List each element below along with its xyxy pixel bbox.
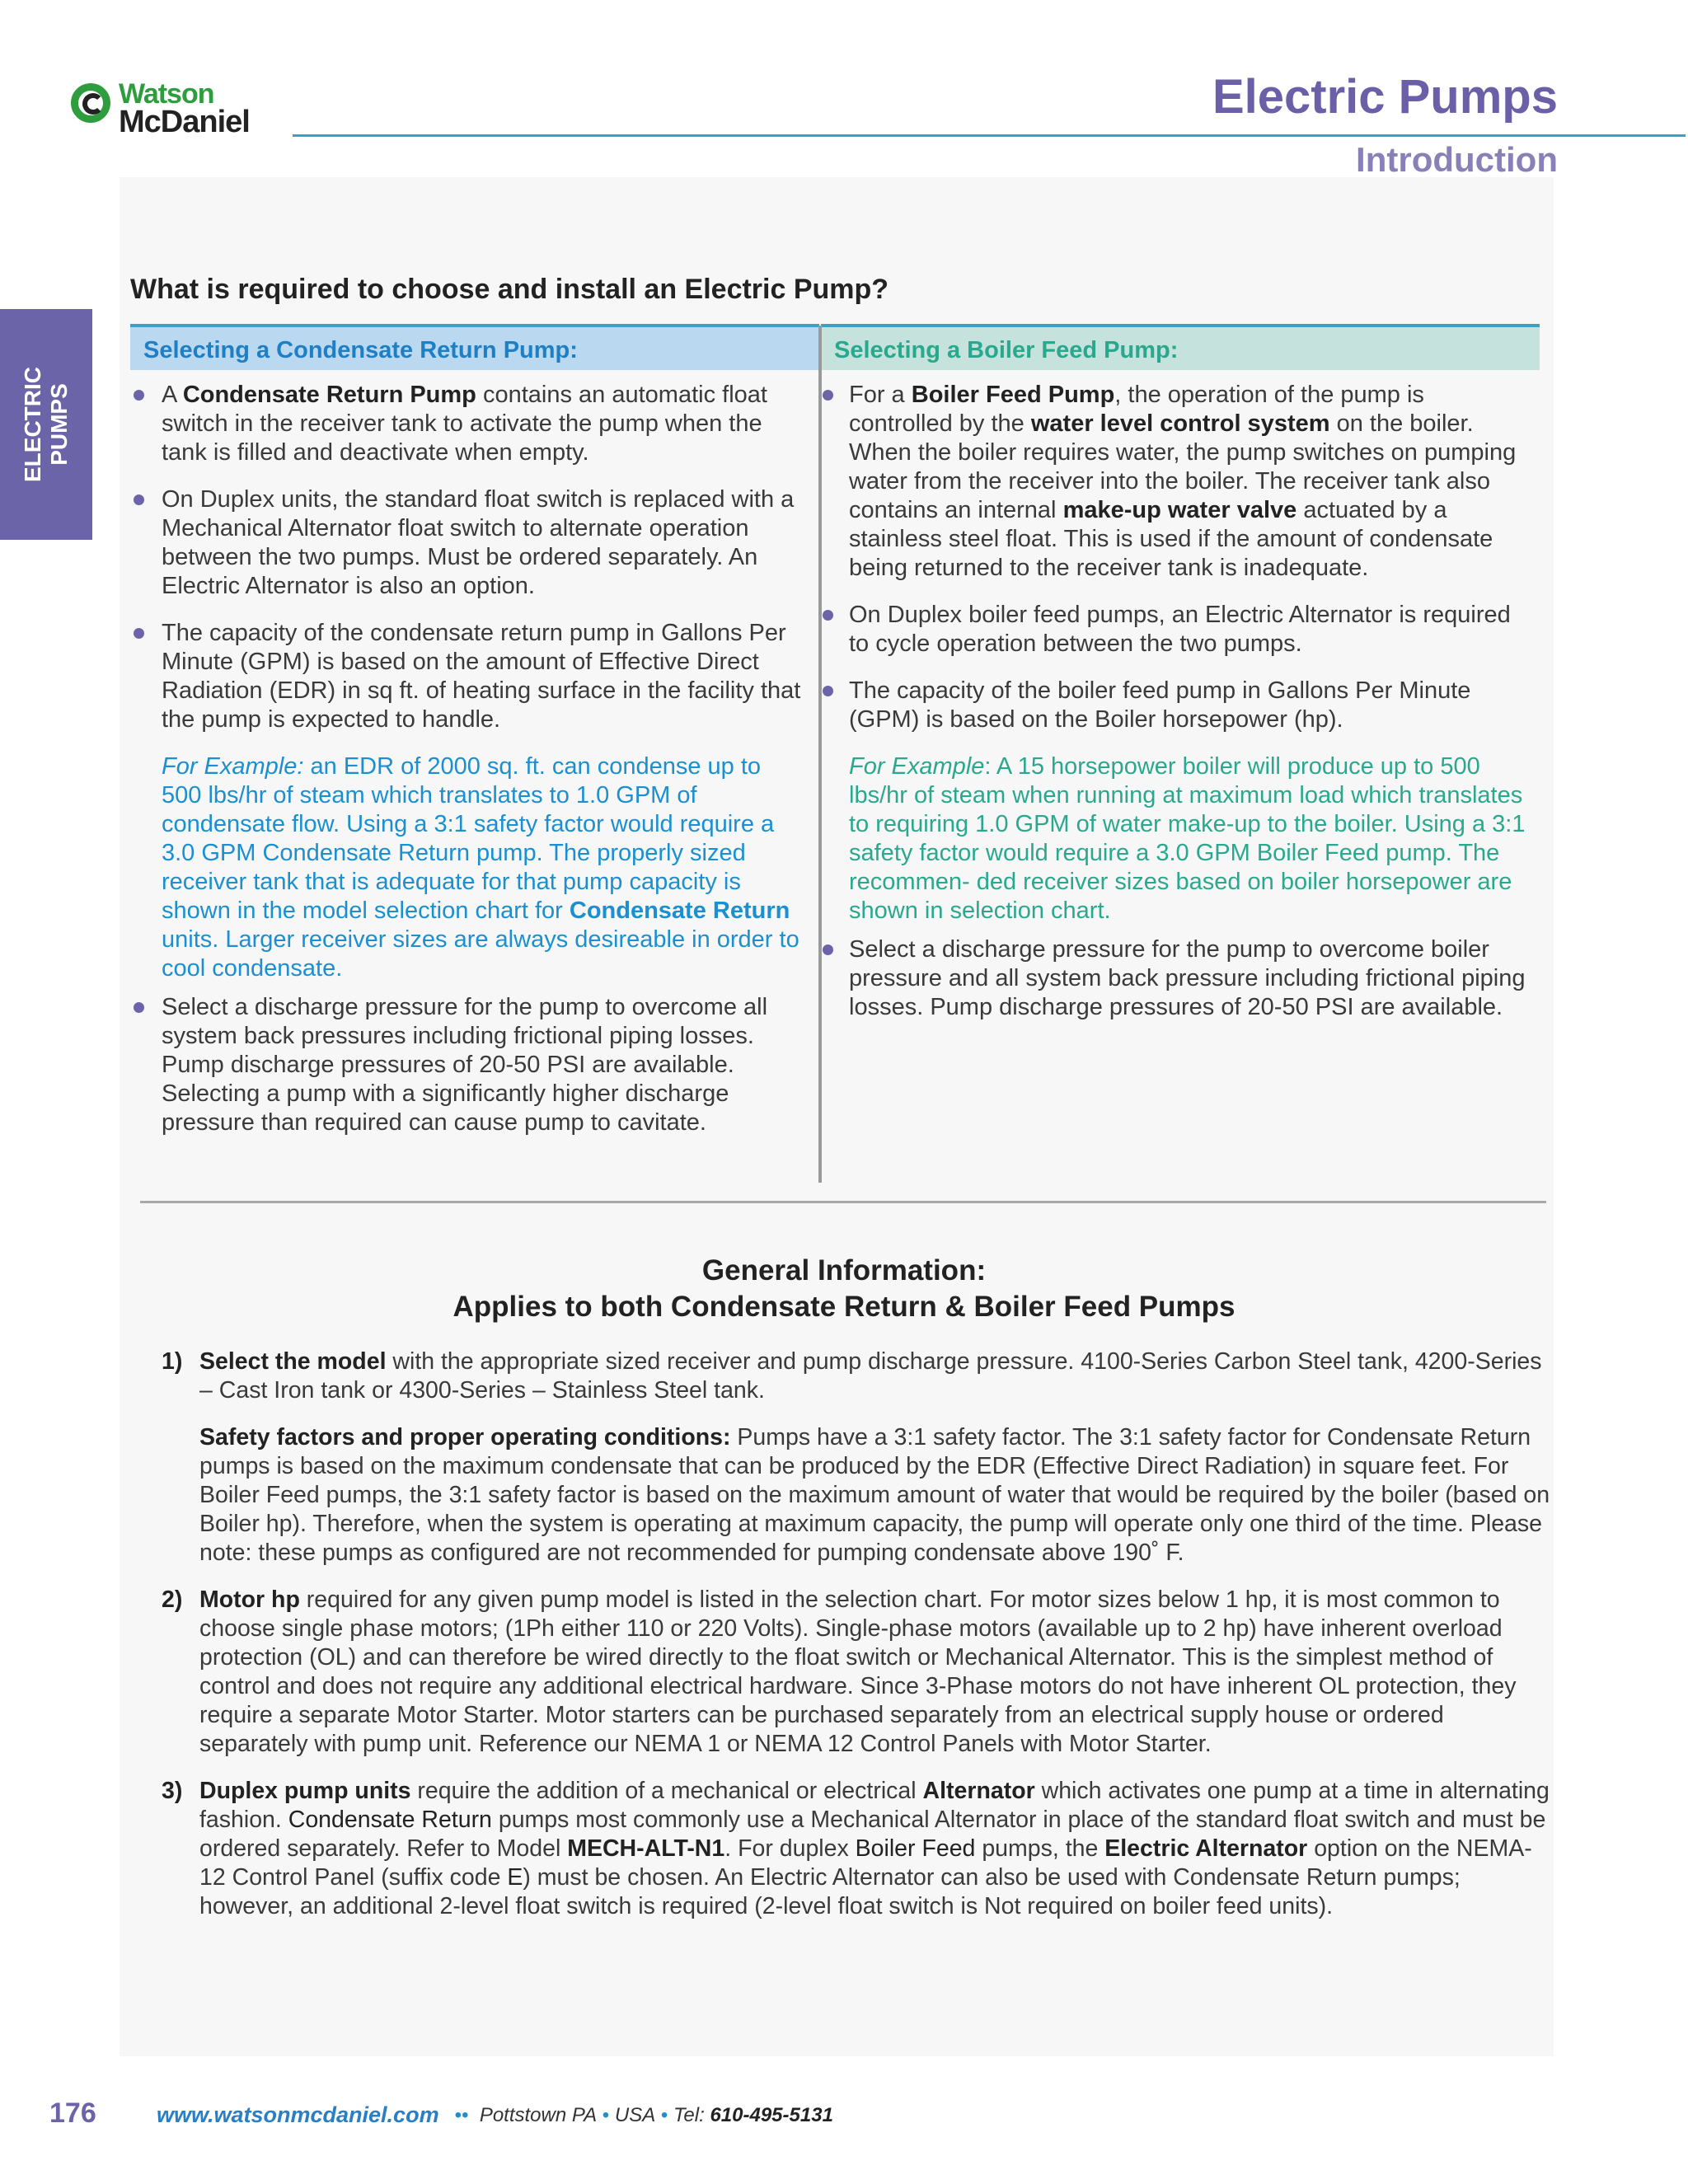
condensate-return-heading: Selecting a Condensate Return Pump: xyxy=(130,324,819,370)
condensate-return-column xyxy=(130,381,806,1155)
list-item: A Condensate Return Pump contains an automatic float switch in the receiver tank to activate the pump when the tank is filled and deactivate when empty. xyxy=(130,381,806,467)
section-side-tab xyxy=(0,309,92,540)
page-footer xyxy=(49,2097,1039,2139)
section-rule xyxy=(140,1201,1546,1203)
general-info-title: General Information: xyxy=(701,1254,987,1286)
logo-inner-c-icon xyxy=(82,93,104,115)
general-info-list xyxy=(162,1347,1554,1939)
boiler-feed-column xyxy=(847,381,1531,1040)
list-item: 3) Duplex pump units require the addition of a mechanical or electrical Alternator which activates one pump at a time in alternating fashion. Condensate Return pumps most commonly use a Mechanical Alternator in place of the standard float switch and must be ordered separately. Refer to Model MECH-ALT-N1. For duplex Boiler Feed pumps, the Electric Alternator option on the NEMA-12 Control Panel (suffix code E) must be chosen. An Electric Alternator can also be used with Condensate Return pumps; however, an additional 2-level float switch is required (2-level float switch is Not required on boiler feed units). xyxy=(162,1778,1550,1919)
side-tab-label: ELECTRIC PUMPS xyxy=(20,367,72,482)
logo-text-watson: Watson xyxy=(119,78,214,110)
page-subtitle: Introduction xyxy=(1356,140,1558,179)
boiler-feed-heading: Selecting a Boiler Feed Pump: xyxy=(821,324,1540,370)
general-info-subtitle: Applies to both Condensate Return & Boiler Feed Pumps xyxy=(452,1291,1236,1323)
watson-mcdaniel-logo xyxy=(71,78,285,144)
list-item: 2) Motor hp required for any given pump model is listed in the selection chart. For motor sizes below 1 hp, it is most common to choose single phase motors; (1Ph either 110 or 220 Volts). Single-phase motors (available up to 2 hp) have inherent overload protection (OL) and can therefore be wired directly to the float switch or Mechanical Alternator. This is the simplest method of control and does not require any additional electrical hardware. Since 3-Phase motors do not have inherent OL protection, they require a separate Motor Starter. Motor starters can be purchased separately from an electrical supply house or ordered separately with pump unit. Reference our NEMA 1 or NEMA 12 Control Panels with Motor Starter. xyxy=(162,1586,1517,1757)
safety-factors-paragraph: Safety factors and proper operating conditions: Pumps have a 3:1 safety factor. The 3:1 safety factor for Condensate Return pumps is based on the maximum condensate that can be produced by the EDR (Effective Direct Radiation) in square feet. For Boiler Feed pumps, the 3:1 safety factor is based on the maximum amount of water that would be required by the boiler (based on Boiler hp). Therefore, when the system is operating at maximum capacity, the pump will operate only one third of the time. Please note: these pumps as configured are not recommended for pumping condensate above 190˚ F. xyxy=(199,1424,1550,1566)
page-title: Electric Pumps xyxy=(1212,70,1558,124)
list-item: 1) Select the model with the appropriate sized receiver and pump discharge pressure. 4100-Series Carbon Steel tank, 4200-Series – Cast Iron tank or 4300-Series – Stainless Steel tank. xyxy=(162,1348,1542,1404)
page-number: 176 xyxy=(49,2097,96,2129)
header-rule xyxy=(293,134,1686,137)
list-item: Select a discharge pressure for the pump to overcome boiler pressure and all system back pressure including frictional piping losses. Pump discharge pressures of 20-50 PSI are available. xyxy=(819,935,1531,1022)
list-item: For a Boiler Feed Pump, the operation of the pump is controlled by the water level control system on the boiler. When the boiler requires water, the pump switches on pumping water from the receiver into the boiler. The receiver tank also contains an internal make-up water valve actuated by a stainless steel float. This is used if the amount of condensate being returned to the receiver tank is inadequate. xyxy=(819,381,1531,583)
website-link[interactable]: www.watsonmcdaniel.com xyxy=(157,2102,439,2127)
boiler-feed-example: For Example: A 15 horsepower boiler will produce up to 500 lbs/hr of steam when running at maximum load which translates to requiring 1.0 GPM of water make-up to the boiler. Using a 3:1 safety factor would require a 3.0 GPM Boiler Feed pump. The recommen- ded receiver sizes based on boiler horsepower are shown in selection chart. xyxy=(849,753,1526,924)
list-item: The capacity of the boiler feed pump in Gallons Per Minute (GPM) is based on the Boiler horsepower (hp). xyxy=(819,677,1531,734)
footer-contact: •• Pottstown PA • USA • Tel: 610-495-5131 xyxy=(449,2104,833,2126)
list-item: On Duplex boiler feed pumps, an Electric Alternator is required to cycle operation between the two pumps. xyxy=(819,601,1531,658)
logo-text-mcdaniel: McDaniel xyxy=(119,105,250,139)
list-item: Select a discharge pressure for the pump to overcome all system back pressures including frictional piping losses. Pump discharge pressures of 20-50 PSI are available. Selecting a pump with a significantly higher discharge pressure than required can cause pump to cavitate. xyxy=(130,993,806,1137)
section-question: What is required to choose and install an Electric Pump? xyxy=(130,274,889,305)
condensate-example: For Example: an EDR of 2000 sq. ft. can condense up to 500 lbs/hr of steam which translates to 1.0 GPM of condensate flow. Using a 3:1 safety factor would require a 3.0 GPM Condensate Return pump. The properly sized receiver tank that is adequate for that pump capacity is shown in the model selection chart for Condensate Return units. Larger receiver sizes are always desireable in order to cool condensate. xyxy=(162,753,799,982)
list-item: The capacity of the condensate return pump in Gallons Per Minute (GPM) is based on the amount of Effective Direct Radiation (EDR) in sq ft. of heating surface in the facility that the pump is expected to handle. xyxy=(130,619,806,734)
list-item: On Duplex units, the standard float switch is replaced with a Mechanical Alternator float switch to alternate operation between the two pumps. Must be ordered separately. An Electric Alternator is also an option. xyxy=(130,485,806,601)
